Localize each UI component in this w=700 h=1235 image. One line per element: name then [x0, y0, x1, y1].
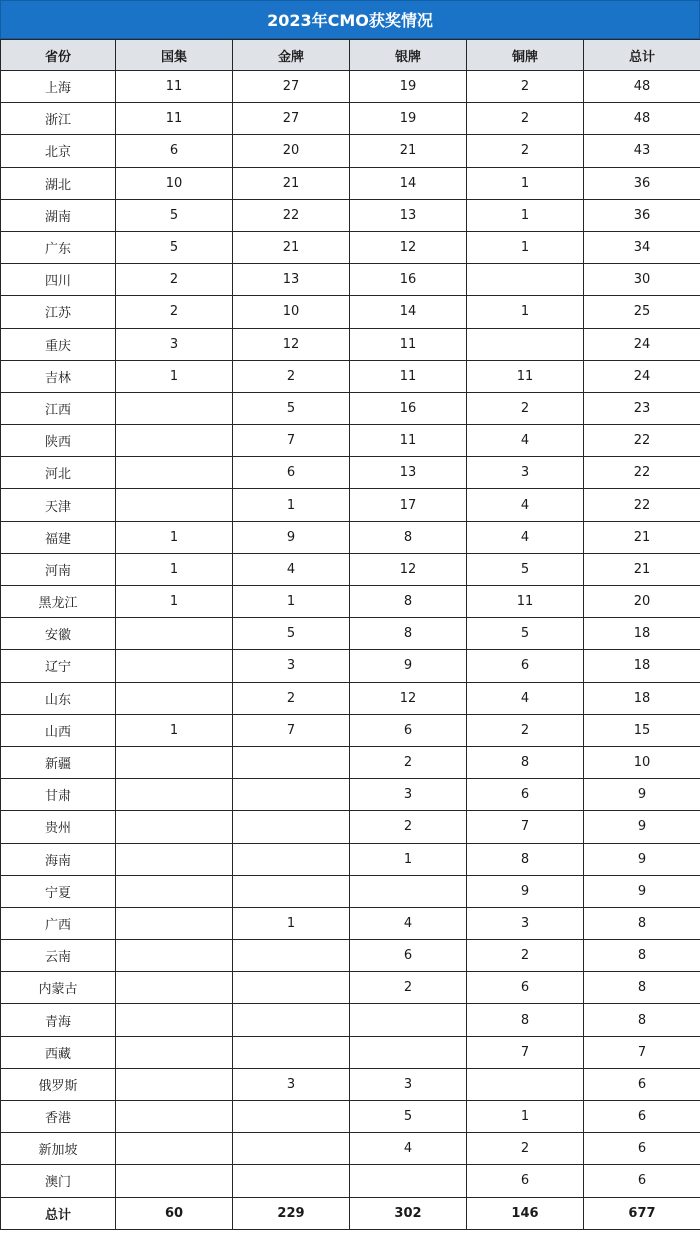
province-cell: 四川 — [1, 264, 116, 296]
province-cell: 贵州 — [1, 811, 116, 843]
gold-cell — [233, 1004, 350, 1036]
province-cell: 新疆 — [1, 746, 116, 778]
gold-cell: 7 — [233, 714, 350, 746]
gold-cell: 21 — [233, 231, 350, 263]
bronze-cell: 1 — [467, 231, 584, 263]
national-team-cell: 1 — [116, 714, 233, 746]
total-cell: 8 — [584, 907, 700, 939]
silver-cell: 14 — [350, 296, 467, 328]
province-cell: 新加坡 — [1, 1133, 116, 1165]
awards-table — [0, 39, 700, 1230]
header-bronze: 铜牌 — [467, 40, 584, 71]
province-cell: 重庆 — [1, 328, 116, 360]
silver-cell: 13 — [350, 457, 467, 489]
total-cell: 6 — [584, 1133, 700, 1165]
national-team-cell: 11 — [116, 103, 233, 135]
national-team-cell — [116, 425, 233, 457]
table-row — [1, 586, 700, 618]
table-row — [1, 360, 700, 392]
province-cell: 湖南 — [1, 199, 116, 231]
bronze-cell: 1 — [467, 167, 584, 199]
bronze-cell — [467, 1068, 584, 1100]
province-cell: 内蒙古 — [1, 972, 116, 1004]
silver-cell: 4 — [350, 907, 467, 939]
bronze-cell: 4 — [467, 489, 584, 521]
province-cell: 甘肃 — [1, 779, 116, 811]
province-cell: 陕西 — [1, 425, 116, 457]
total-cell: 18 — [584, 682, 700, 714]
silver-cell: 11 — [350, 328, 467, 360]
table-row — [1, 199, 700, 231]
silver-cell: 21 — [350, 135, 467, 167]
total-cell: 23 — [584, 392, 700, 424]
gold-cell: 5 — [233, 392, 350, 424]
province-cell: 山东 — [1, 682, 116, 714]
gold-cell — [233, 746, 350, 778]
national-team-cell — [116, 843, 233, 875]
national-team-cell — [116, 1133, 233, 1165]
bronze-cell: 8 — [467, 746, 584, 778]
bronze-cell: 7 — [467, 811, 584, 843]
total-cell: 8 — [584, 972, 700, 1004]
national-team-cell — [116, 1165, 233, 1197]
table-body — [1, 71, 700, 1198]
table-row — [1, 779, 700, 811]
table-row — [1, 296, 700, 328]
silver-cell: 5 — [350, 1101, 467, 1133]
total-cell: 7 — [584, 1036, 700, 1068]
national-team-cell — [116, 1004, 233, 1036]
province-cell: 青海 — [1, 1004, 116, 1036]
national-team-cell: 2 — [116, 264, 233, 296]
gold-cell — [233, 972, 350, 1004]
silver-cell: 13 — [350, 199, 467, 231]
table-row — [1, 1133, 700, 1165]
province-cell: 澳门 — [1, 1165, 116, 1197]
total-cell: 6 — [584, 1165, 700, 1197]
national-team-cell — [116, 811, 233, 843]
province-cell: 广东 — [1, 231, 116, 263]
province-cell: 浙江 — [1, 103, 116, 135]
province-cell: 辽宁 — [1, 650, 116, 682]
bronze-cell: 4 — [467, 425, 584, 457]
gold-cell — [233, 1165, 350, 1197]
table-row — [1, 618, 700, 650]
bronze-cell: 2 — [467, 135, 584, 167]
header-silver: 银牌 — [350, 40, 467, 71]
silver-cell: 2 — [350, 972, 467, 1004]
header-row — [1, 40, 700, 71]
province-cell: 宁夏 — [1, 875, 116, 907]
table-row — [1, 972, 700, 1004]
silver-cell: 17 — [350, 489, 467, 521]
national-team-cell — [116, 457, 233, 489]
silver-cell: 8 — [350, 618, 467, 650]
silver-cell: 4 — [350, 1133, 467, 1165]
province-cell: 海南 — [1, 843, 116, 875]
bronze-cell: 2 — [467, 714, 584, 746]
bronze-cell: 1 — [467, 1101, 584, 1133]
header-national-team: 国集 — [116, 40, 233, 71]
bronze-cell: 9 — [467, 875, 584, 907]
total-cell: 6 — [584, 1068, 700, 1100]
silver-cell: 6 — [350, 940, 467, 972]
gold-cell: 6 — [233, 457, 350, 489]
totals-row — [1, 1197, 700, 1229]
silver-cell: 3 — [350, 779, 467, 811]
table-row — [1, 489, 700, 521]
gold-cell: 2 — [233, 360, 350, 392]
table-row — [1, 940, 700, 972]
bronze-cell: 2 — [467, 103, 584, 135]
bronze-cell: 5 — [467, 618, 584, 650]
total-cell: 22 — [584, 425, 700, 457]
table-row — [1, 746, 700, 778]
total-cell: 9 — [584, 843, 700, 875]
table-row — [1, 425, 700, 457]
totals-national-team: 60 — [116, 1197, 233, 1229]
bronze-cell: 11 — [467, 360, 584, 392]
silver-cell: 8 — [350, 521, 467, 553]
gold-cell — [233, 779, 350, 811]
total-cell: 36 — [584, 199, 700, 231]
table-title: 2023年CMO获奖情况 — [0, 0, 700, 39]
bronze-cell: 1 — [467, 296, 584, 328]
gold-cell: 12 — [233, 328, 350, 360]
province-cell: 江西 — [1, 392, 116, 424]
gold-cell: 5 — [233, 618, 350, 650]
national-team-cell — [116, 746, 233, 778]
total-cell: 15 — [584, 714, 700, 746]
silver-cell: 11 — [350, 360, 467, 392]
bronze-cell — [467, 264, 584, 296]
province-cell: 吉林 — [1, 360, 116, 392]
silver-cell: 14 — [350, 167, 467, 199]
totals-bronze: 146 — [467, 1197, 584, 1229]
table-row — [1, 71, 700, 103]
total-cell: 21 — [584, 553, 700, 585]
bronze-cell: 6 — [467, 972, 584, 1004]
total-cell: 8 — [584, 1004, 700, 1036]
bronze-cell: 2 — [467, 392, 584, 424]
province-cell: 北京 — [1, 135, 116, 167]
table-row — [1, 1068, 700, 1100]
province-cell: 福建 — [1, 521, 116, 553]
gold-cell: 22 — [233, 199, 350, 231]
province-cell: 云南 — [1, 940, 116, 972]
gold-cell: 13 — [233, 264, 350, 296]
national-team-cell: 10 — [116, 167, 233, 199]
table-row — [1, 714, 700, 746]
province-cell: 河北 — [1, 457, 116, 489]
province-cell: 广西 — [1, 907, 116, 939]
bronze-cell: 2 — [467, 940, 584, 972]
table-row — [1, 682, 700, 714]
gold-cell: 10 — [233, 296, 350, 328]
table-row — [1, 103, 700, 135]
gold-cell — [233, 1101, 350, 1133]
silver-cell: 11 — [350, 425, 467, 457]
total-cell: 34 — [584, 231, 700, 263]
silver-cell: 9 — [350, 650, 467, 682]
gold-cell: 1 — [233, 586, 350, 618]
gold-cell: 4 — [233, 553, 350, 585]
total-cell: 22 — [584, 457, 700, 489]
national-team-cell — [116, 940, 233, 972]
silver-cell: 8 — [350, 586, 467, 618]
total-cell: 22 — [584, 489, 700, 521]
bronze-cell: 6 — [467, 779, 584, 811]
national-team-cell — [116, 618, 233, 650]
table-row — [1, 650, 700, 682]
total-cell: 24 — [584, 328, 700, 360]
national-team-cell — [116, 779, 233, 811]
header-province: 省份 — [1, 40, 116, 71]
national-team-cell: 6 — [116, 135, 233, 167]
national-team-cell: 5 — [116, 231, 233, 263]
table-row — [1, 457, 700, 489]
silver-cell — [350, 1004, 467, 1036]
table-row — [1, 553, 700, 585]
national-team-cell — [116, 1068, 233, 1100]
gold-cell — [233, 875, 350, 907]
national-team-cell: 2 — [116, 296, 233, 328]
silver-cell — [350, 875, 467, 907]
silver-cell: 1 — [350, 843, 467, 875]
totals-silver: 302 — [350, 1197, 467, 1229]
province-cell: 西藏 — [1, 1036, 116, 1068]
table-row — [1, 392, 700, 424]
table-row — [1, 231, 700, 263]
total-cell: 25 — [584, 296, 700, 328]
table-row — [1, 811, 700, 843]
national-team-cell: 11 — [116, 71, 233, 103]
national-team-cell: 1 — [116, 360, 233, 392]
table-row — [1, 167, 700, 199]
national-team-cell: 1 — [116, 521, 233, 553]
province-cell: 香港 — [1, 1101, 116, 1133]
national-team-cell: 1 — [116, 553, 233, 585]
bronze-cell: 8 — [467, 843, 584, 875]
national-team-cell — [116, 489, 233, 521]
gold-cell — [233, 940, 350, 972]
total-cell: 36 — [584, 167, 700, 199]
bronze-cell: 6 — [467, 650, 584, 682]
silver-cell: 12 — [350, 231, 467, 263]
gold-cell: 1 — [233, 907, 350, 939]
total-cell: 10 — [584, 746, 700, 778]
bronze-cell — [467, 328, 584, 360]
national-team-cell — [116, 875, 233, 907]
silver-cell: 6 — [350, 714, 467, 746]
totals-gold: 229 — [233, 1197, 350, 1229]
total-cell: 6 — [584, 1101, 700, 1133]
national-team-cell — [116, 972, 233, 1004]
silver-cell — [350, 1036, 467, 1068]
silver-cell: 16 — [350, 264, 467, 296]
bronze-cell: 2 — [467, 71, 584, 103]
totals-total: 677 — [584, 1197, 700, 1229]
table-row — [1, 264, 700, 296]
silver-cell — [350, 1165, 467, 1197]
total-cell: 8 — [584, 940, 700, 972]
silver-cell: 3 — [350, 1068, 467, 1100]
national-team-cell — [116, 1036, 233, 1068]
gold-cell: 2 — [233, 682, 350, 714]
table-row — [1, 1036, 700, 1068]
total-cell: 20 — [584, 586, 700, 618]
province-cell: 湖北 — [1, 167, 116, 199]
silver-cell: 19 — [350, 103, 467, 135]
table-row — [1, 907, 700, 939]
silver-cell: 2 — [350, 746, 467, 778]
province-cell: 安徽 — [1, 618, 116, 650]
bronze-cell: 1 — [467, 199, 584, 231]
total-cell: 9 — [584, 875, 700, 907]
table-row — [1, 1165, 700, 1197]
national-team-cell — [116, 650, 233, 682]
bronze-cell: 11 — [467, 586, 584, 618]
total-cell: 43 — [584, 135, 700, 167]
gold-cell: 9 — [233, 521, 350, 553]
header-gold: 金牌 — [233, 40, 350, 71]
silver-cell: 16 — [350, 392, 467, 424]
bronze-cell: 3 — [467, 457, 584, 489]
province-cell: 江苏 — [1, 296, 116, 328]
province-cell: 天津 — [1, 489, 116, 521]
table-row — [1, 328, 700, 360]
total-cell: 48 — [584, 103, 700, 135]
gold-cell: 1 — [233, 489, 350, 521]
bronze-cell: 6 — [467, 1165, 584, 1197]
national-team-cell: 3 — [116, 328, 233, 360]
gold-cell — [233, 811, 350, 843]
gold-cell: 21 — [233, 167, 350, 199]
total-cell: 24 — [584, 360, 700, 392]
gold-cell: 3 — [233, 1068, 350, 1100]
totals-label: 总计 — [1, 1197, 116, 1229]
province-cell: 河南 — [1, 553, 116, 585]
national-team-cell — [116, 907, 233, 939]
province-cell: 上海 — [1, 71, 116, 103]
bronze-cell: 7 — [467, 1036, 584, 1068]
bronze-cell: 2 — [467, 1133, 584, 1165]
total-cell: 48 — [584, 71, 700, 103]
total-cell: 21 — [584, 521, 700, 553]
province-cell: 俄罗斯 — [1, 1068, 116, 1100]
gold-cell: 3 — [233, 650, 350, 682]
province-cell: 黑龙江 — [1, 586, 116, 618]
table-row — [1, 875, 700, 907]
national-team-cell: 1 — [116, 586, 233, 618]
gold-cell: 20 — [233, 135, 350, 167]
silver-cell: 12 — [350, 553, 467, 585]
national-team-cell — [116, 1101, 233, 1133]
silver-cell: 19 — [350, 71, 467, 103]
bronze-cell: 5 — [467, 553, 584, 585]
bronze-cell: 3 — [467, 907, 584, 939]
gold-cell — [233, 1036, 350, 1068]
national-team-cell — [116, 682, 233, 714]
total-cell: 9 — [584, 811, 700, 843]
province-cell: 山西 — [1, 714, 116, 746]
gold-cell: 27 — [233, 71, 350, 103]
gold-cell: 27 — [233, 103, 350, 135]
national-team-cell — [116, 392, 233, 424]
total-cell: 18 — [584, 650, 700, 682]
bronze-cell: 8 — [467, 1004, 584, 1036]
national-team-cell: 5 — [116, 199, 233, 231]
silver-cell: 12 — [350, 682, 467, 714]
table-row — [1, 1004, 700, 1036]
total-cell: 18 — [584, 618, 700, 650]
table-row — [1, 843, 700, 875]
silver-cell: 2 — [350, 811, 467, 843]
gold-cell — [233, 1133, 350, 1165]
table-row — [1, 135, 700, 167]
header-total: 总计 — [584, 40, 700, 71]
bronze-cell: 4 — [467, 682, 584, 714]
gold-cell: 7 — [233, 425, 350, 457]
total-cell: 30 — [584, 264, 700, 296]
table-row — [1, 521, 700, 553]
gold-cell — [233, 843, 350, 875]
table-row — [1, 1101, 700, 1133]
total-cell: 9 — [584, 779, 700, 811]
bronze-cell: 4 — [467, 521, 584, 553]
